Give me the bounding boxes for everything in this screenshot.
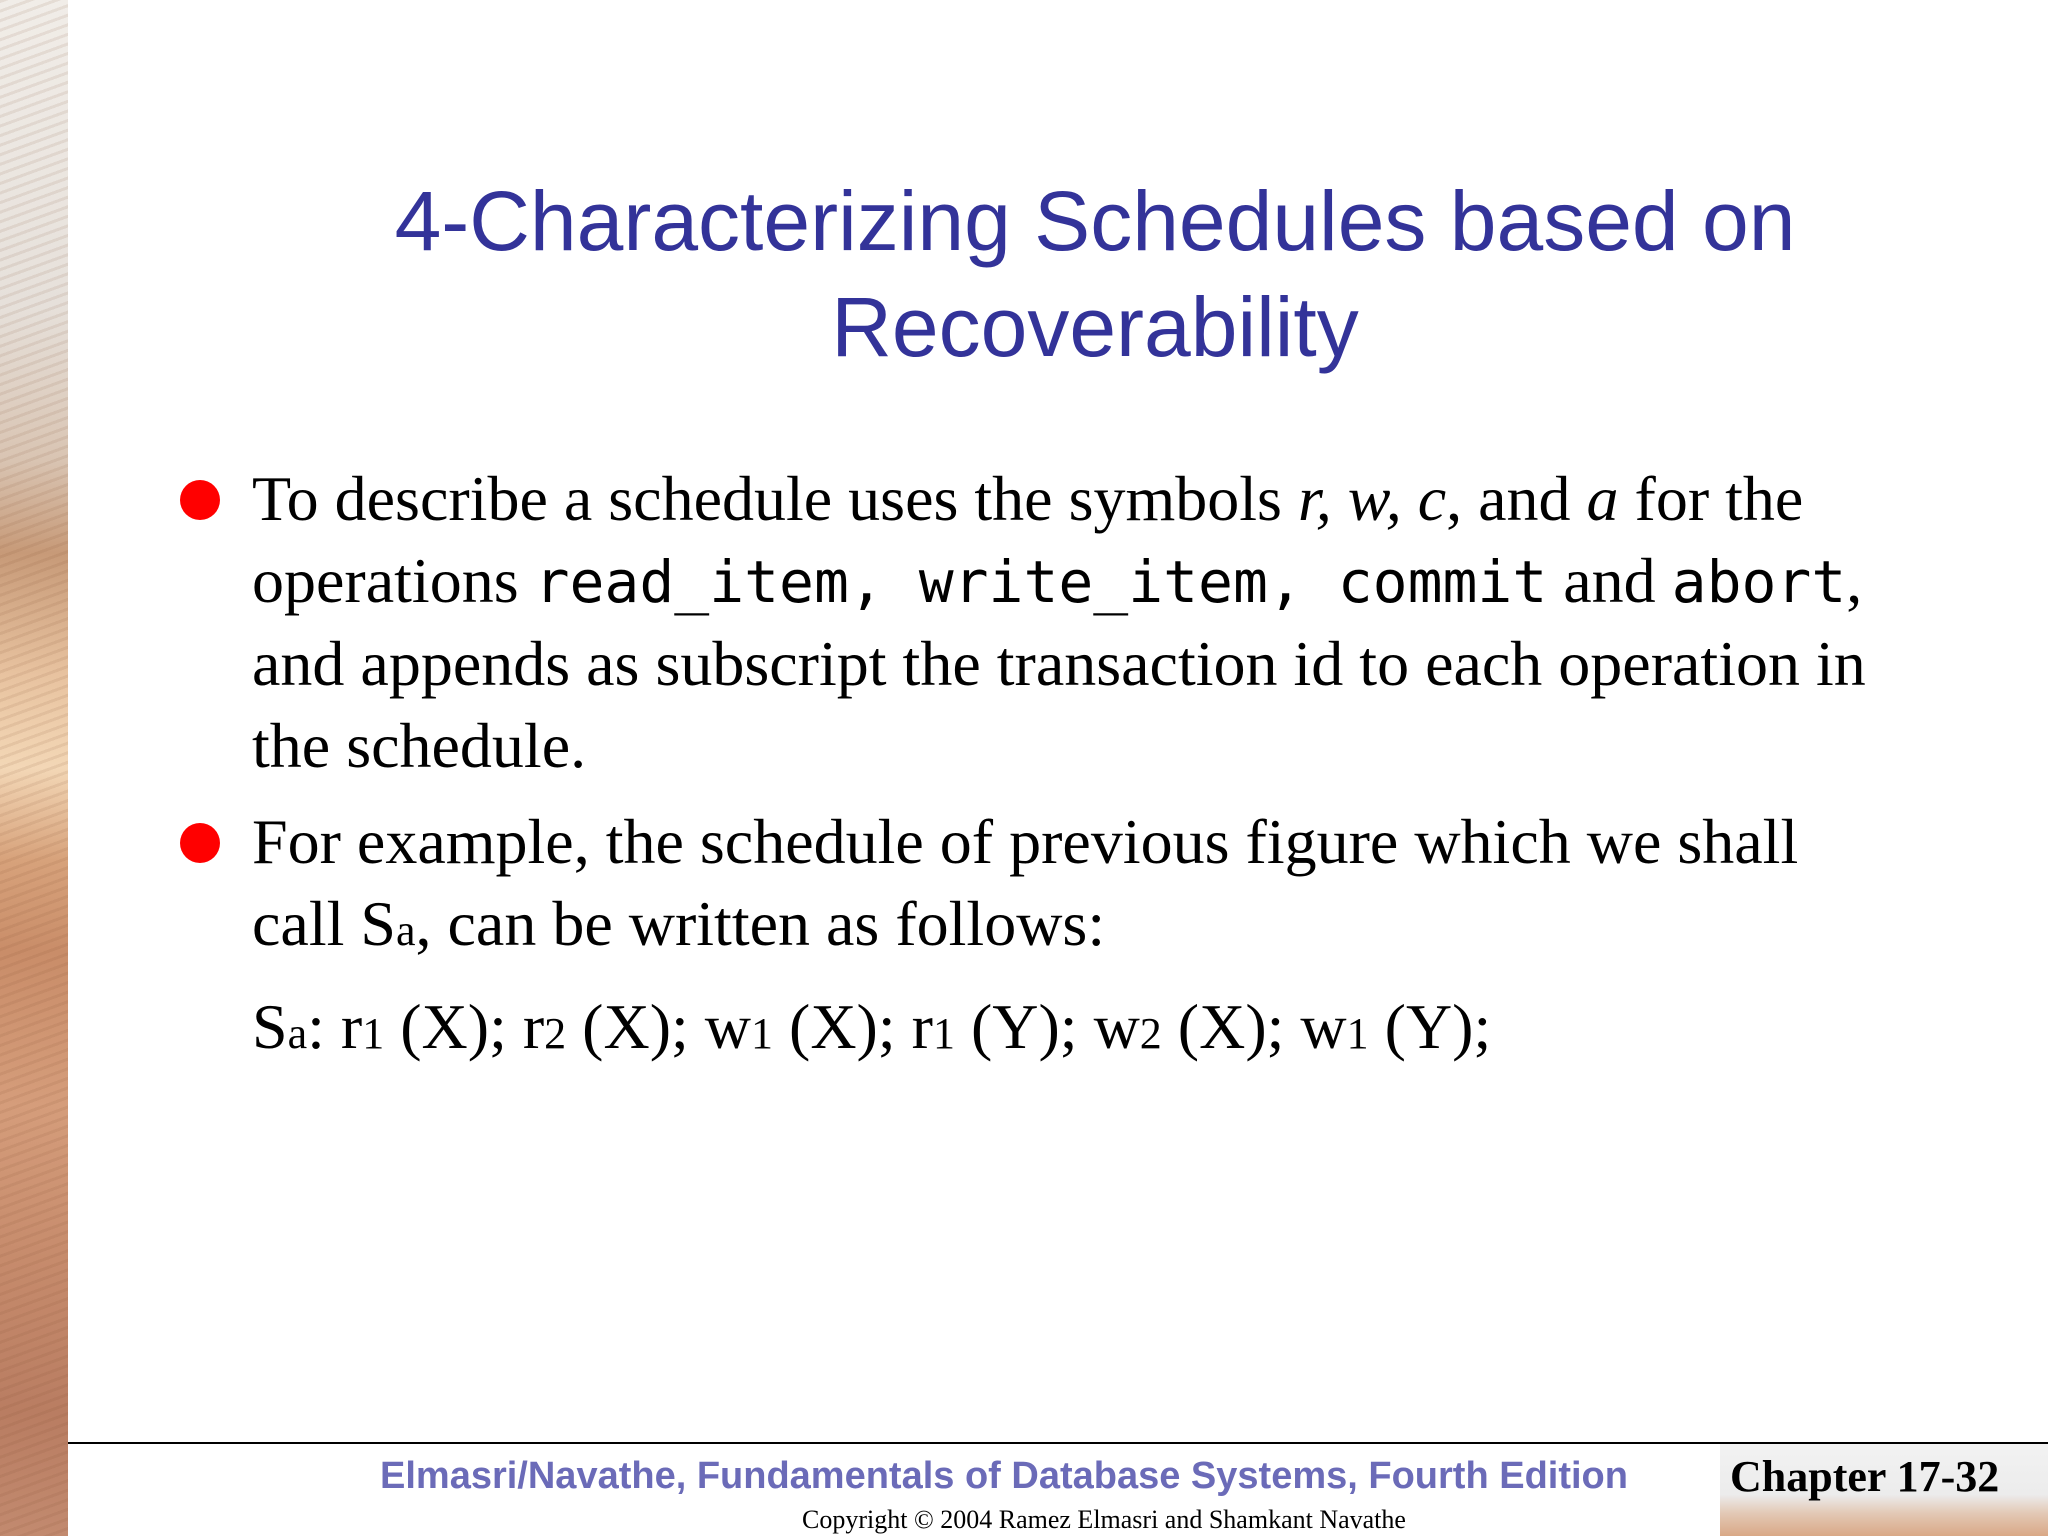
bullet1-symbol-a: a <box>1586 463 1619 534</box>
schedule-op-1: r <box>340 991 363 1062</box>
schedule-colon: : <box>307 991 341 1062</box>
bullet-dot-icon <box>180 823 220 863</box>
desert-background-strip <box>0 0 68 1536</box>
schedule-op-4: r <box>911 991 933 1062</box>
schedule-op-3-arg: (X); <box>773 991 912 1062</box>
title-line-2: Recoverability <box>831 280 1359 374</box>
schedule-op-3: w <box>704 991 751 1062</box>
schedule-op-5-subscript: 2 <box>1139 1009 1162 1058</box>
bullet1-text-3: for the operations <box>252 463 1804 616</box>
bullet1-symbols: r, w, c <box>1297 463 1447 534</box>
schedule-op-2: r <box>522 991 545 1062</box>
schedule-op-1-subscript: 1 <box>362 1009 385 1058</box>
chapter-page-label: Chapter 17-32 <box>1730 1452 2000 1501</box>
schedule-op-4-arg: (Y); <box>954 991 1094 1062</box>
bullet2-subscript-a: a <box>395 906 416 955</box>
schedule-op-6: w <box>1300 991 1347 1062</box>
schedule-op-6-subscript: 1 <box>1346 1009 1369 1058</box>
bullet1-text-5: , and appends as subscript the transaction id to each operation in the schedule. <box>252 545 1866 781</box>
schedule-op-2-subscript: 2 <box>544 1009 567 1058</box>
schedule-op-4-subscript: 1 <box>932 1009 955 1058</box>
bullet-dot-icon <box>180 480 220 520</box>
bullet-list <box>178 458 1878 1075</box>
schedule-op-6-arg: (Y); <box>1368 991 1492 1062</box>
bullet1-text-1: To describe a schedule uses the symbols <box>252 463 1298 534</box>
schedule-op-1-arg: (X); <box>384 991 523 1062</box>
bullet1-text-2: , and <box>1446 463 1587 534</box>
footer-book-title: Elmasri/Navathe, Fundamentals of Database Systems, Fourth Edition <box>380 1455 1628 1497</box>
bullet-item-describe-schedule <box>178 458 1878 787</box>
bullet2-text-1: For example, the schedule of previous figure which we shall call S <box>252 806 1799 959</box>
title-line-1: 4-Characterizing Schedules based on <box>394 174 1796 268</box>
schedule-s: S <box>252 991 288 1062</box>
bullet1-ops-code: read_item, write_item, commit <box>534 548 1548 616</box>
schedule-op-5: w <box>1093 991 1140 1062</box>
schedule-sa-line <box>178 986 1878 1075</box>
copyright-notice: Copyright © 2004 Ramez Elmasri and Shamkant Navathe <box>802 1505 1406 1534</box>
bullet1-text-4: and <box>1547 545 1672 616</box>
schedule-op-3-subscript: 1 <box>751 1009 773 1058</box>
slide-title <box>250 168 1940 380</box>
bullet-item-example <box>178 801 1878 972</box>
schedule-op-2-arg: (X); <box>566 991 705 1062</box>
schedule-op-5-arg: (X); <box>1161 991 1301 1062</box>
bullet1-abort-code: abort <box>1671 548 1847 616</box>
bullet2-text-2: , can be written as follows: <box>415 888 1106 959</box>
schedule-s-subscript: a <box>287 1009 308 1058</box>
